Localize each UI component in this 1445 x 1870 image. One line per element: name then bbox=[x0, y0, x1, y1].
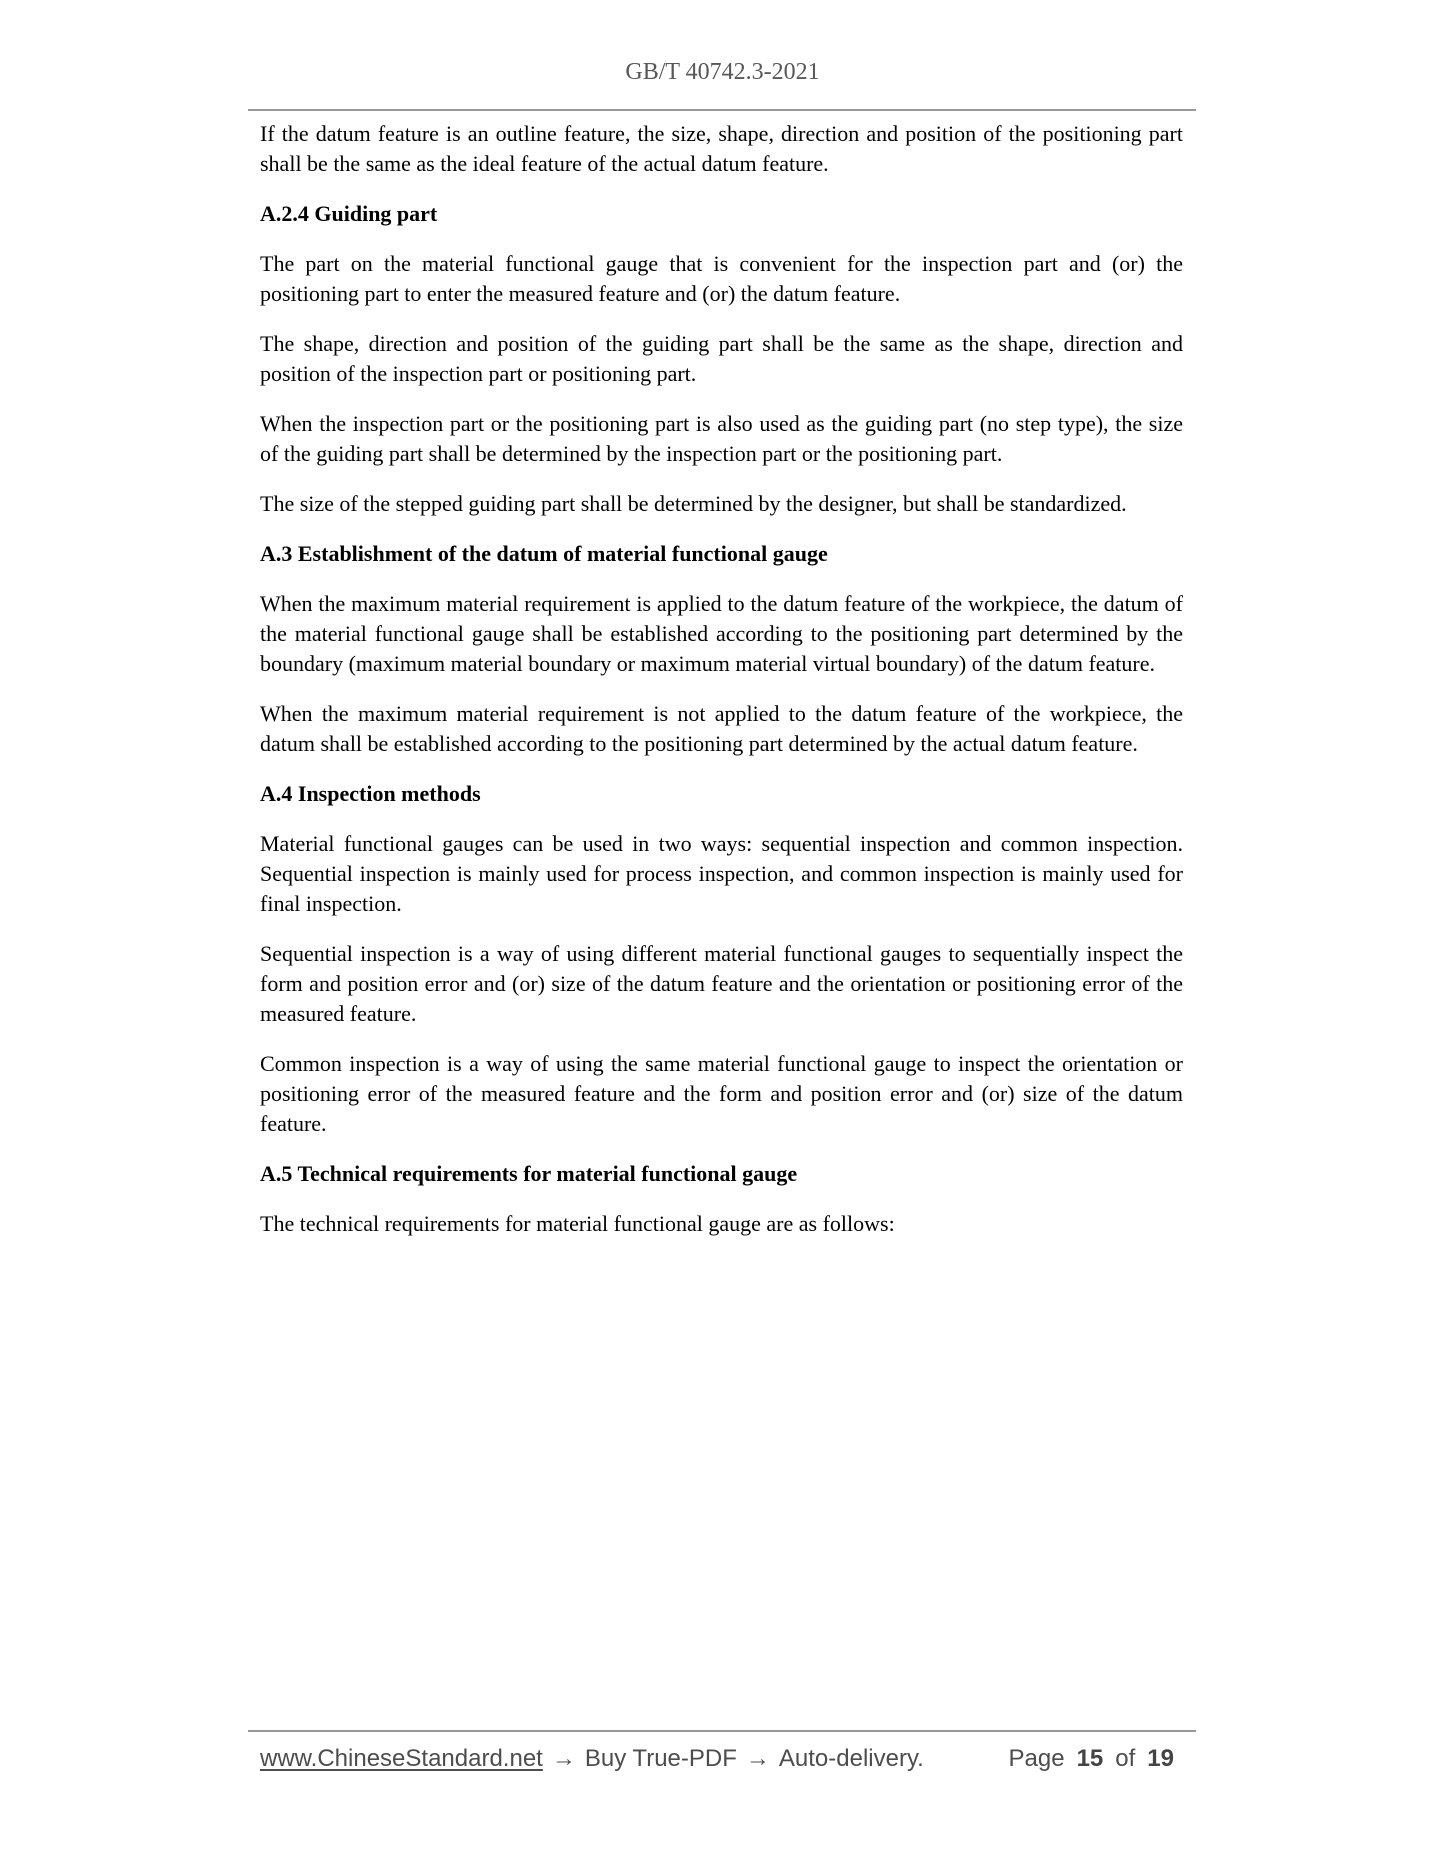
section-heading: A.2.4 Guiding part bbox=[260, 201, 438, 226]
header-divider bbox=[248, 109, 1196, 111]
page-number-group bbox=[1009, 1744, 1174, 1774]
right-arrow-icon: → bbox=[551, 1745, 576, 1772]
paragraph: When the maximum material requirement is applied to the datum feature of the workpiece, the datum of the material functional gauge shall be established according to the positioning part determined by the boundary (maximum material boundary or maximum material virtual boundary) of the datum feature. bbox=[260, 591, 1183, 676]
right-arrow-icon: → bbox=[745, 1745, 770, 1772]
page-header-doc-number: GB/T 40742.3-2021 bbox=[625, 59, 820, 85]
footer-delivery-text: Auto-delivery. bbox=[778, 1745, 924, 1772]
section-heading: A.4 Inspection methods bbox=[260, 781, 481, 806]
section-heading: A.5 Technical requirements for material functional gauge bbox=[260, 1161, 798, 1186]
paragraph: The size of the stepped guiding part shall be determined by the designer, but shall be standardized. bbox=[260, 491, 1127, 516]
footer-buy-text: Buy True-PDF bbox=[584, 1745, 737, 1772]
page-number-label: Page bbox=[1008, 1745, 1065, 1772]
footer-left-group bbox=[260, 1744, 924, 1774]
paragraph: Sequential inspection is a way of using different material functional gauges to sequentially inspect the form and position error and (or) size of the datum feature and the orientation or positioning error of the measured feature. bbox=[260, 941, 1183, 1026]
paragraph: The technical requirements for material functional gauge are as follows: bbox=[260, 1211, 895, 1236]
paragraph: Material functional gauges can be used in two ways: sequential inspection and common inspection. Sequential inspection is mainly used for process inspection, and common inspection is mainly used for final inspection. bbox=[260, 831, 1183, 916]
page-number-of-label: of bbox=[1115, 1745, 1136, 1772]
page-footer bbox=[260, 1744, 1174, 1774]
paragraph: When the inspection part or the positioning part is also used as the guiding part (no step type), the size of the guiding part shall be determined by the inspection part or the positioning part. bbox=[260, 411, 1183, 466]
document-body bbox=[260, 119, 1183, 1259]
paragraph: If the datum feature is an outline feature, the size, shape, direction and position of the positioning part shall be the same as the ideal feature of the actual datum feature. bbox=[260, 121, 1183, 176]
paragraph: The shape, direction and position of the guiding part shall be the same as the shape, direction and position of the inspection part or positioning part. bbox=[260, 331, 1183, 386]
paragraph: When the maximum material requirement is not applied to the datum feature of the workpiece, the datum shall be established according to the positioning part determined by the actual datum feature. bbox=[260, 701, 1183, 756]
section-heading: A.3 Establishment of the datum of material functional gauge bbox=[260, 541, 828, 566]
page-number-current: 15 bbox=[1076, 1745, 1104, 1772]
page-number-total: 19 bbox=[1147, 1745, 1174, 1772]
paragraph: Common inspection is a way of using the same material functional gauge to inspect the orientation or positioning error of the measured feature and the form and position error and (or) size of the datum feature. bbox=[260, 1051, 1183, 1136]
footer-divider bbox=[248, 1730, 1196, 1732]
paragraph: The part on the material functional gauge that is convenient for the inspection part and (or) the positioning part to enter the measured feature and (or) the datum feature. bbox=[260, 251, 1183, 306]
site-link[interactable]: www.ChineseStandard.net bbox=[260, 1745, 543, 1772]
